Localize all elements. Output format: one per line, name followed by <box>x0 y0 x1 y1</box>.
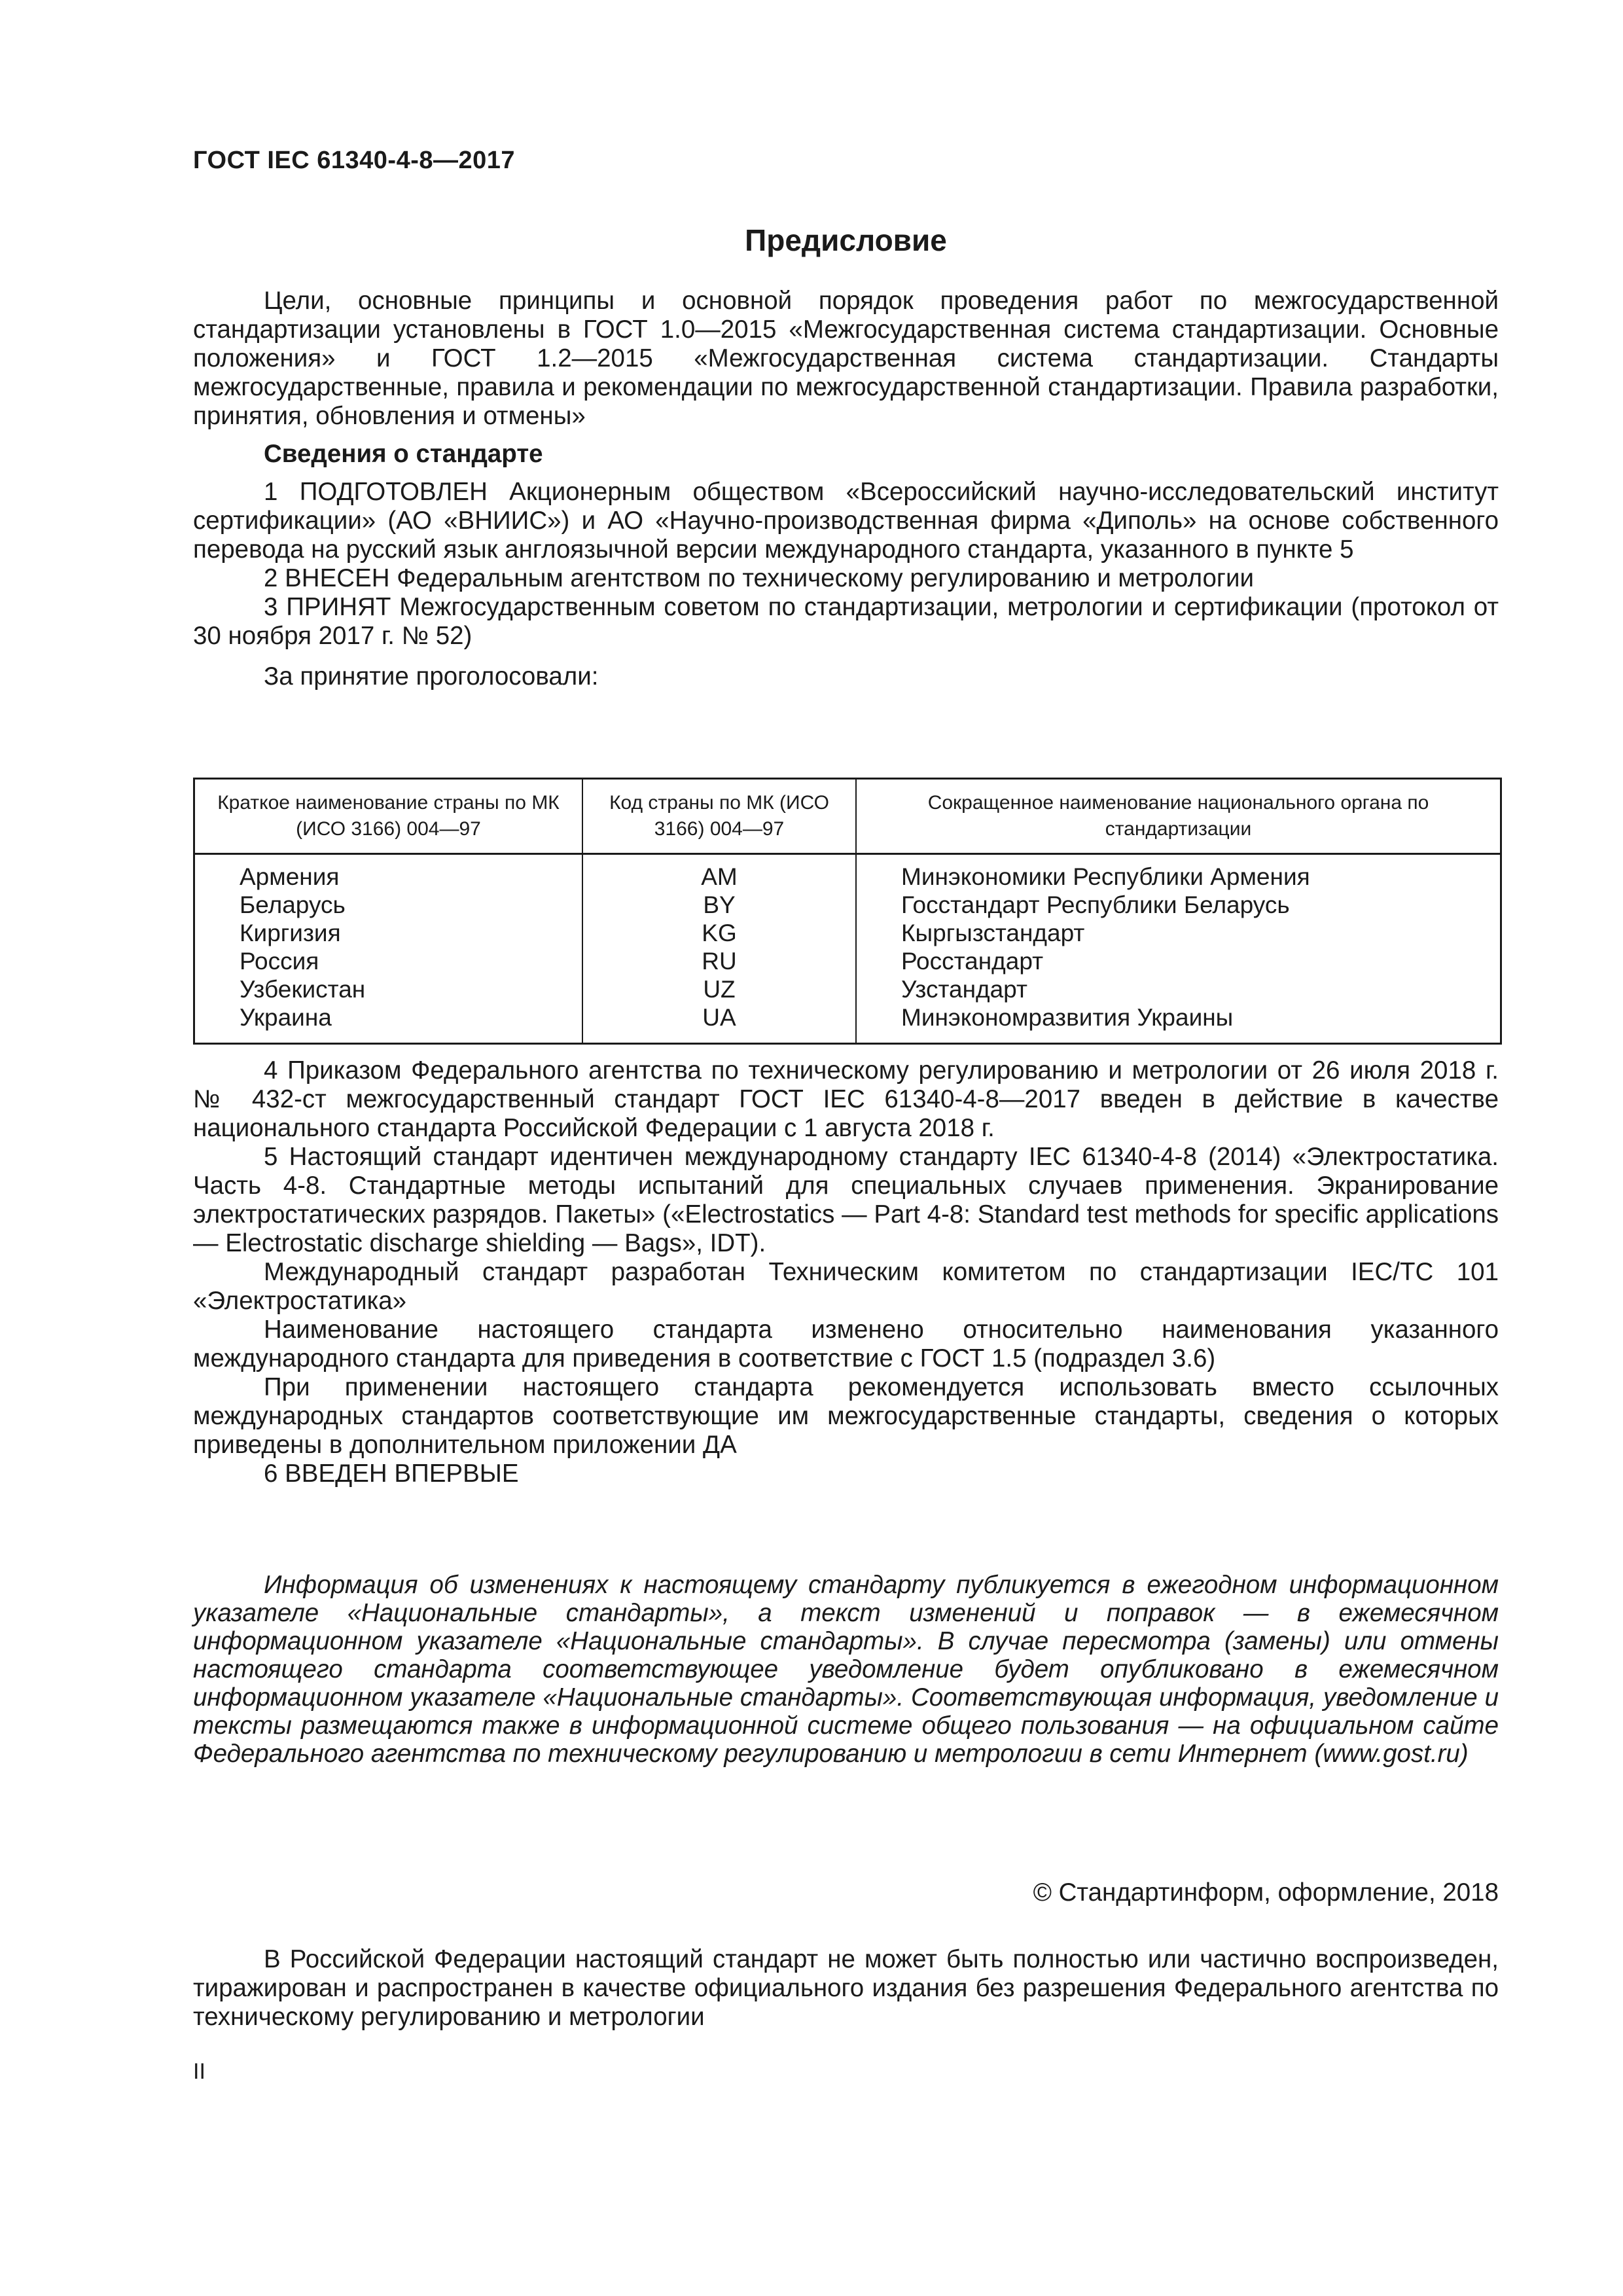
table-cell-country: Беларусь <box>240 891 346 918</box>
votes-intro: За принятие проголосовали: <box>264 662 599 691</box>
table-cell-code: AM <box>701 863 738 890</box>
info-item-1: 1 ПОДГОТОВЛЕН Акционерным обществом «Всероссийский научно-исследовательский институт сертификации» (АО «ВНИИС») и АО «Научно-производственная фирма «Диполь» на основе собственного перевода на русский язык англоязычной версии международного стандарта, указанного в пункте 5 <box>193 478 1499 564</box>
table-cell-code: UZ <box>703 976 736 1003</box>
table-cell-org: Узстандарт <box>901 976 1027 1003</box>
table-cell-country: Россия <box>240 948 319 975</box>
votes-table-header-row <box>195 780 1500 854</box>
table-cell-code: BY <box>703 891 736 918</box>
changes-notice-text: Информация об изменениях к настоящему стандарту публикуется в ежегодном информационном указателе «Национальные стандарты», а текст изменений и поправок — в ежемесячном информационном указателе «Национальные стандарты». В случае пересмотра (замены) или отмены настоящего стандарта соответствующее уведомление будет опубликовано в ежемесячном информационном указателе «Национальные стандарты». Соответствующая информация, уведомление и тексты размещаются также в информационной системе общего пользования — на официальном сайте Федерального агентства по техническому регулированию и метрологии в сети Интернет (www.gost.ru) <box>193 1571 1499 1768</box>
info-item-3: 3 ПРИНЯТ Межгосударственным советом по стандартизации, метрологии и сертификации (протокол от 30 ноября 2017 г. № 52) <box>193 593 1499 650</box>
page-number: II <box>193 2059 205 2084</box>
intro-paragraph: Цели, основные принципы и основной порядок проведения работ по межгосударственной стандартизации установлены в ГОСТ 1.0—2015 «Межгосударственная система стандартизации. Основные положения» и ГОСТ 1.2—2015 «Межгосударственная система стандартизации. Стандарты межгосударственные, правила и рекомендации по межгосударственной стандартизации. Правила разработки, принятия, обновления и отмены» <box>193 287 1499 430</box>
info-item-6: 6 ВВЕДЕН ВПЕРВЫЕ <box>264 1460 519 1488</box>
page-title: Предисловие <box>745 223 947 257</box>
table-cell-org: Минэкономразвития Украины <box>901 1004 1234 1031</box>
document-page <box>193 0 1499 2296</box>
standard-info-heading: Сведения о стандарте <box>264 440 543 468</box>
votes-table-body <box>195 854 1500 1043</box>
votes-table <box>193 778 1502 1045</box>
preface-body <box>193 287 1499 691</box>
table-cell-org: Росстандарт <box>901 948 1044 975</box>
header-country: Краткое наименование страны по МК (ИСО 3166) 004—97 <box>195 780 582 854</box>
table-cell-country: Узбекистан <box>240 976 366 1003</box>
info-item-2: 2 ВНЕСЕН Федеральным агентством по техническому регулированию и метрологии <box>264 564 1254 592</box>
preface-body-continued <box>193 1056 1499 1488</box>
document-code-header: ГОСТ IEC 61340-4-8—2017 <box>193 147 516 174</box>
copyright-line: © Стандартинформ, оформление, 2018 <box>1033 1878 1499 1907</box>
table-cell-country: Армения <box>240 863 340 890</box>
info-item-5-committee: Международный стандарт разработан Техническим комитетом по стандартизации IEC/TC 101 «Электростатика» <box>193 1258 1499 1315</box>
table-cell-org: Госстандарт Республики Беларусь <box>901 891 1290 918</box>
table-cell-code: KG <box>702 920 737 946</box>
org-column <box>856 854 1500 1043</box>
changes-notice <box>193 1571 1499 1768</box>
table-cell-org: Минэкономики Республики Армения <box>901 863 1310 890</box>
table-cell-code: UA <box>702 1004 736 1031</box>
table-cell-code: RU <box>702 948 737 975</box>
info-item-4: 4 Приказом Федерального агентства по техническому регулированию и метрологии от 26 июля 2018 г. № 432-ст межгосударственный стандарт ГОСТ IEC 61340-4-8—2017 введен в действие в качестве национального стандарта Российской Федерации с 1 августа 2018 г. <box>193 1056 1499 1142</box>
info-item-5: 5 Настоящий стандарт идентичен международному стандарту IEC 61340-4-8 (2014) «Электростатика. Часть 4-8. Стандартные методы испытаний для специальных случаев применения. Экранирование электростатических разрядов. Пакеты» («Electrostatics — Part 4-8: Standard test methods for specific applications — Electrostatic discharge shielding — Bags», IDT). <box>193 1143 1499 1257</box>
info-item-5-refs: При применении настоящего стандарта рекомендуется использовать вместо ссылочных международных стандартов соответствующие им межгосударственные стандарты, сведения о которых приведены в дополнительном приложении ДА <box>193 1373 1499 1459</box>
reproduction-notice <box>193 1945 1499 2032</box>
table-cell-org: Кыргызстандарт <box>901 920 1085 946</box>
header-code: Код страны по МК (ИСО 3166) 004—97 <box>582 780 856 854</box>
reproduction-notice-text: В Российской Федерации настоящий стандарт не может быть полностью или частично воспроизведен, тиражирован и распространен в качестве официального издания без разрешения Федерального агентства по техническому регулированию и метрологии <box>193 1945 1499 2031</box>
country-column <box>195 854 582 1043</box>
code-column <box>582 854 856 1043</box>
info-item-5-name-change: Наименование настоящего стандарта изменено относительно наименования указанного международного стандарта для приведения в соответствие с ГОСТ 1.5 (подраздел 3.6) <box>193 1316 1499 1372</box>
table-cell-country: Киргизия <box>240 920 341 946</box>
table-cell-country: Украина <box>240 1004 332 1031</box>
header-org: Сокращенное наименование национального органа по стандартизации <box>856 780 1500 854</box>
